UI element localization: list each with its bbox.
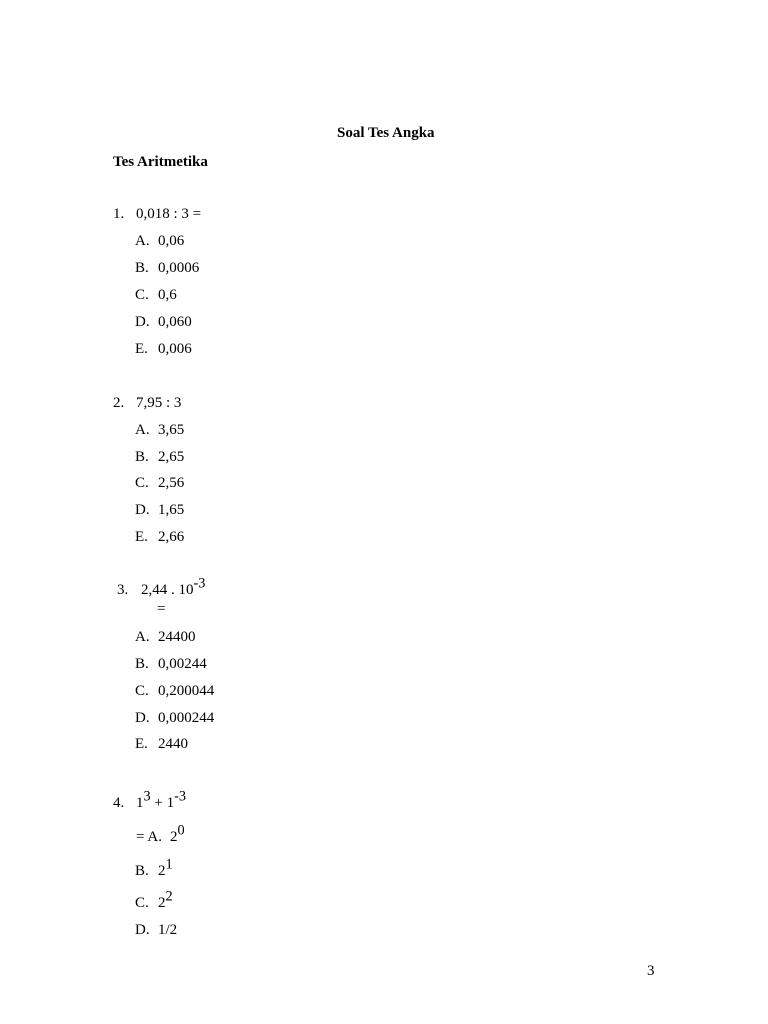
exponent: 1 [165,856,173,873]
option-letter: D. [135,922,150,938]
option-text: 0,0006 [158,260,200,276]
page-title: Soal Tes Angka [337,125,435,141]
option-text: 0,06 [158,233,185,249]
question-text: 2,44 . 10 [141,582,194,598]
option-text: 0,6 [158,287,177,303]
option-text: 3,65 [158,422,185,438]
option-text: 0,200044 [158,683,215,699]
option-letter: C. [135,475,149,491]
option-text: 2,66 [158,529,185,545]
option-text: 0,006 [158,341,192,357]
base: 1 [136,795,144,811]
question-text: 0,018 : 3 = [136,206,202,222]
option-letter: A. [135,233,150,249]
option-letter: A. [135,629,150,645]
option-text [158,888,173,911]
option-text: 0,00244 [158,656,207,672]
option-letter: D. [135,710,150,726]
option-letter: = A. [136,829,162,845]
exponent: -3 [174,788,186,805]
option-letter: B. [135,863,149,879]
option-text: 1,65 [158,502,185,518]
question-expression [141,575,206,598]
question-number: 3. [117,582,129,598]
option-letter: C. [135,683,149,699]
section-heading: Tes Aritmetika [113,154,208,170]
exponent: 3 [143,788,151,805]
option-letter: B. [135,260,149,276]
exponent: 2 [165,888,173,905]
option-letter: A. [135,422,150,438]
option-text: 0,000244 [158,710,215,726]
option-letter: C. [135,895,149,911]
option-letter: D. [135,502,150,518]
option-text: 2,65 [158,449,185,465]
option-text [158,856,173,879]
question-number: 4. [113,795,125,811]
option-text: 2,56 [158,475,185,491]
question-number: 2. [113,395,125,411]
page-number: 3 [647,963,655,979]
exponent: -3 [193,575,206,592]
question-text: 7,95 : 3 [136,395,182,411]
base: 2 [170,829,178,845]
option-letter: E. [135,529,148,545]
option-text [170,822,185,845]
base: 2 [158,863,166,879]
option-text: 1/2 [158,922,178,938]
option-text: 0,060 [158,314,192,330]
option-letter: E. [135,736,148,752]
question-expression [136,788,186,811]
plus-term: + 1 [154,795,175,811]
question-number: 1. [113,206,125,222]
equals-sign: = [157,601,166,617]
exponent: 0 [177,822,185,839]
option-text: 24400 [158,629,196,645]
option-letter: D. [135,314,150,330]
option-letter: B. [135,656,149,672]
base: 2 [158,895,166,911]
option-letter: C. [135,287,149,303]
option-letter: E. [135,341,148,357]
option-letter: B. [135,449,149,465]
option-text: 2440 [158,736,188,752]
